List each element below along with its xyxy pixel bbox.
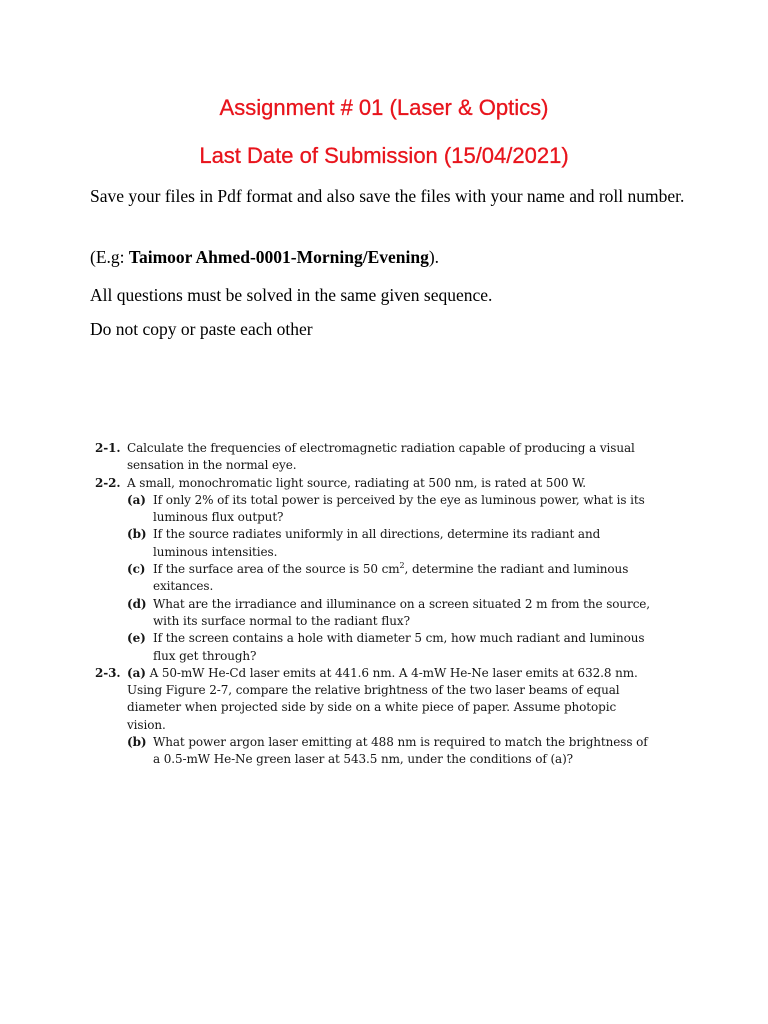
part-text: If the screen contains a hole with diameter 5 cm, how much radiant and luminous flux get through?	[153, 631, 645, 663]
instruction-example	[90, 243, 690, 272]
part-label: (b)	[127, 527, 147, 542]
example-prefix: (E.g:	[90, 247, 129, 267]
question-2-2-part-e	[127, 630, 655, 665]
question-2-3-part-b	[127, 734, 655, 769]
part-label: (d)	[127, 596, 147, 611]
example-suffix: ).	[428, 247, 440, 267]
part-text: What are the irradiance and illuminance on a screen situated 2 m from the source, with its surface normal to the radiant flux?	[153, 596, 651, 628]
part-label: (b)	[127, 735, 147, 750]
part-text-after: , determine the radiant and luminous exitances.	[153, 562, 629, 594]
part-label: (a)	[127, 492, 146, 507]
example-filename: Taimoor Ahmed-0001-Morning/Evening	[128, 247, 429, 267]
question-number: 2-3.	[95, 665, 121, 680]
question-2-2-part-c	[127, 561, 655, 596]
question-2-2-part-a	[127, 492, 655, 527]
part-label: (c)	[127, 562, 146, 577]
question-text: Calculate the frequencies of electromagnetic radiation capable of producing a visual sensation in the normal eye.	[127, 441, 635, 473]
question-text: A small, monochromatic light source, radiating at 500 nm, is rated at 500 W.	[127, 475, 586, 490]
part-label: (e)	[127, 631, 146, 646]
part-text: A 50-mW He-Cd laser emits at 441.6 nm. A 4-mW He-Ne laser emits at 632.8 nm. Using Figure 2-7, compare the relative brightness of the two laser beams of equal diameter when projected side by side on a white piece of paper. Assume photopic vision.	[127, 665, 638, 732]
submission-deadline: Last Date of Submission (15/04/2021)	[199, 143, 569, 168]
assignment-title: Assignment # 01 (Laser & Optics)	[219, 95, 549, 120]
question-2-1	[95, 440, 655, 475]
question-part-a	[127, 665, 655, 734]
instruction-no-copy: Do not copy or paste each other	[90, 319, 313, 339]
part-text: What power argon laser emitting at 488 nm is required to match the brightness of a 0.5-mW He-Ne green laser at 543.5 nm, under the conditions of (a)?	[153, 735, 648, 767]
question-number: 2-2.	[95, 475, 121, 490]
question-2-2	[95, 475, 655, 492]
part-text-before: If the surface area of the source is 50 cm	[153, 562, 400, 577]
question-list	[95, 440, 655, 769]
part-text: If only 2% of its total power is perceived by the eye as luminous power, what is its luminous flux output?	[153, 492, 645, 525]
part-label: (a)	[127, 665, 146, 680]
question-2-3	[95, 665, 655, 734]
instruction-sequence: All questions must be solved in the same given sequence.	[90, 285, 493, 305]
part-text: If the source radiates uniformly in all directions, determine its radiant and luminous intensities.	[153, 527, 601, 559]
question-number: 2-1.	[95, 441, 121, 455]
question-2-2-part-d	[127, 596, 655, 631]
part-text	[153, 561, 655, 596]
question-2-2-part-b	[127, 526, 655, 561]
instruction-file-format: Save your files in Pdf format and also save the files with your name and roll number.	[90, 186, 685, 206]
superscript: 2	[399, 561, 405, 571]
